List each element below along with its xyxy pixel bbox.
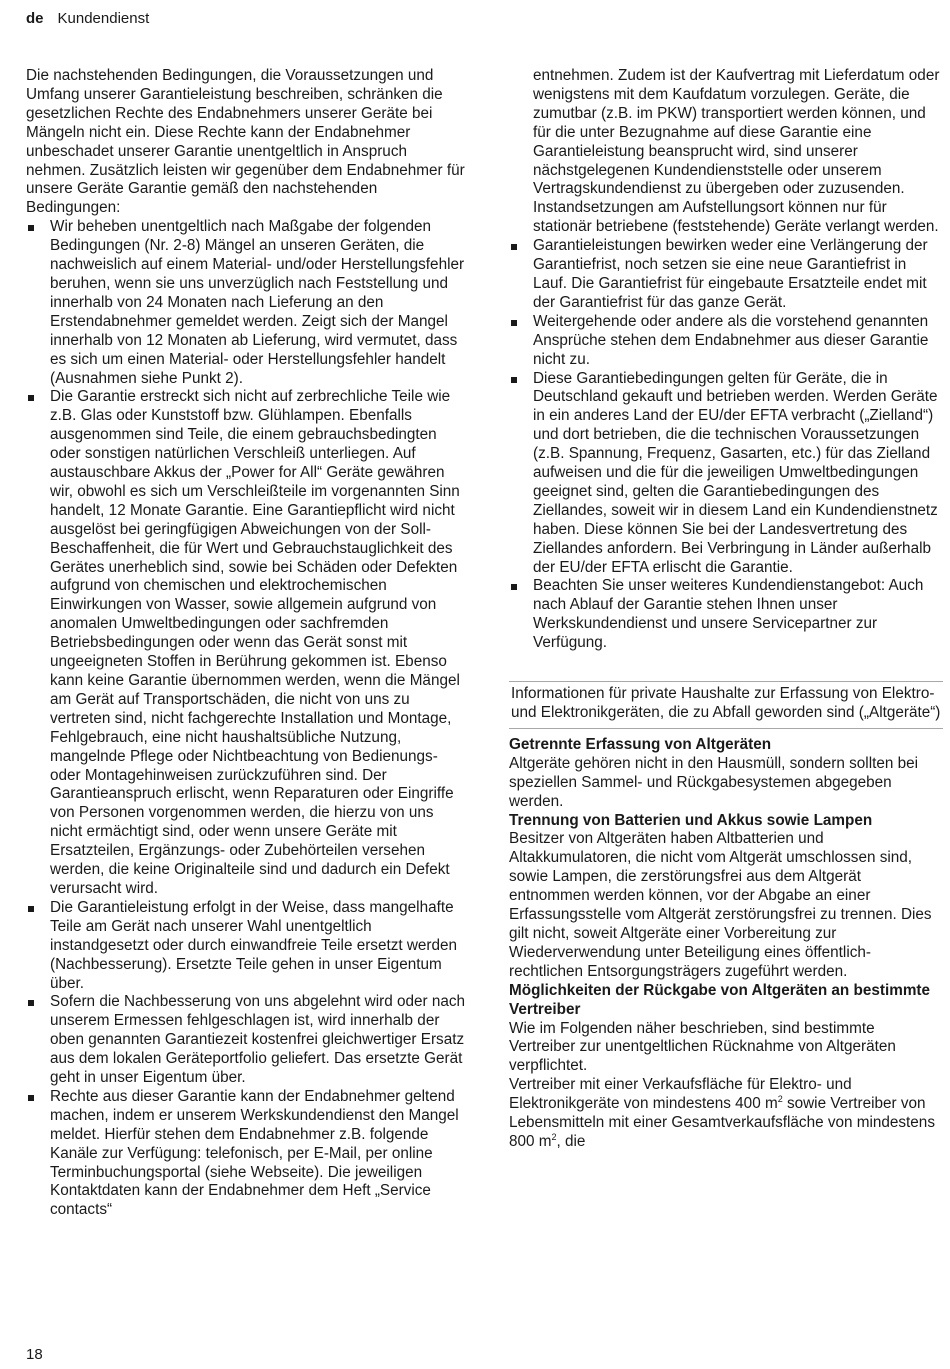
section-heading-return-options: Möglichkeiten der Rückgabe von Altgeräten an bestimmte Vertreiber: [509, 981, 931, 1018]
list-item: Sofern die Nachbesserung von uns abgelehnt wird oder nach unserem Ermessen fehlgeschlagen ist, wird innerhalb der oben genannten Garantiezeit kostenfrei gleichwertiger Ersatz aus dem lokalen Geräteportfolio geliefert. Das ersetzte Gerät geht in unser Eigentum über.: [26, 993, 470, 1088]
bullet-square-icon: [28, 225, 34, 231]
bullet-square-icon: [28, 395, 34, 401]
intro-paragraph: Die nachstehenden Bedingungen, die Voraussetzungen und Umfang unserer Garantieleistung beschreiben, schränken die gesetzlichen Rechte des Endabnehmers unserer Geräte bei Mängeln nicht ein. Diese Rechte kann der Endabnehmer unbeschadet unserer Garantie unentgeltlich in Anspruch nehmen. Zusätzlich leisten wir gegenüber dem Endabnehmer für unsere Geräte Garantie gemäß den nachstehenden Bedingungen:: [26, 67, 465, 217]
page-number: 18: [26, 1346, 43, 1363]
bullet-square-icon: [511, 377, 517, 383]
section-heading-separate-collection: Getrennte Erfassung von Altgeräten: [509, 735, 772, 753]
list-item: Rechte aus dieser Garantie kann der Endabnehmer geltend machen, indem er unserem Werkskundendienst den Mangel meldet. Hierfür stehen dem Endabnehmer z.B. folgende Kanäle zur Verfügung: telefonisch, per E-Mail, per online Terminbuchungsportal (siehe Webseite). Die jeweiligen Kontaktdaten kann der Endabnehmer dem Heft „Service contacts“: [26, 1088, 470, 1220]
list-item: Die Garantieleistung erfolgt in der Weise, dass mangelhafte Teile am Gerät nach unserer Wahl unentgeltlich instandgesetzt oder durch einwandfreie Teile ersetzt werden (Nachbesserung). Ersetzte Teile gehen in unser Eigentum über.: [26, 899, 470, 994]
section-text-separate-collection: Altgeräte gehören nicht in den Hausmüll, sondern sollten bei speziellen Sammel- und Rückgabesystemen abgegeben werden.: [509, 754, 919, 810]
warranty-conditions-list: [26, 218, 470, 1220]
list-item: Wir beheben unentgeltlich nach Maßgabe der folgenden Bedingungen (Nr. 2-8) Mängel an unseren Geräten, die nachweislich auf einem Material- und/oder Herstellungsfehler beruhen, wenn sie uns unverzüglich nach Feststellung und innerhalb von 24 Monaten nach Lieferung an den Erstendabnehmer gemeldet werden. Zeigt sich der Mangel innerhalb von 12 Monaten ab Lieferung, wird vermutet, dass es sich um einen Material- oder Herstellungsfehler handelt (Ausnahmen siehe Punkt 2).: [26, 218, 470, 388]
bullet-square-icon: [511, 320, 517, 326]
language-code: de: [26, 10, 44, 27]
bullet-square-icon: [28, 1000, 34, 1006]
superscript-2: 2: [777, 1094, 783, 1105]
list-item: Beachten Sie unser weiteres Kundendienstangebot: Auch nach Ablauf der Garantie stehen Ihnen unser Werkskundendienst und unsere Servicepartner zur Verfügung.: [509, 577, 943, 653]
list-item: Weitergehende oder andere als die vorstehend genannten Ansprüche stehen dem Endabnehmer aus dieser Garantie nicht zu.: [509, 313, 943, 370]
section-name: Kundendienst: [57, 10, 150, 27]
bullet-square-icon: [28, 1095, 34, 1101]
right-column: [509, 67, 943, 1152]
page-header: [26, 10, 149, 28]
list-item: Die Garantie erstreckt sich nicht auf zerbrechliche Teile wie z.B. Glas oder Kunststoff bzw. Glühlampen. Ebenfalls ausgenommen sind Teile, die einem gebrauchsbedingten oder sonstigen natürlichen Verschleiß unterliegen. Auf austauschbare Akkus der „Power for All“ Geräte gewähren wir, obwohl es sich um Verschleißteile im vorgenannten Sinn handelt, 12 Monate Garantie. Eine Garantiepflicht wird nicht ausgelöst bei geringfügigen Abweichungen von der Soll-Beschaffenheit, die für Wert und Gebrauchstauglichkeit des Gerätes unerheblich sind, sowie bei Schäden oder Defekten aufgrund von chemischen und elektrochemischen Einwirkungen von Wasser, sowie allgemein aufgrund von anomalen Umweltbedingungen oder sachfremden Betriebsbedingungen oder wenn das Gerät sonst mit ungeeigneten Stoffen in Berührung gekommen ist. Ebenso kann keine Garantie übernommen werden, wenn die Mängel am Gerät auf Transportschäden, die nicht von uns zu vertreten sind, nicht fachgerechte Installation und Montage, Fehlgebrauch, eine nicht haushaltsübliche Nutzung, mangelnde Pflege oder Nichtbeachtung von Bedienungs- oder Montagehinweisen zurückzuführen sind. Der Garantieanspruch erlischt, wenn Reparaturen oder Eingriffe von Personen vorgenommen werden, die hierzu von uns nicht ermächtigt sind, oder wenn unsere Geräte mit Ersatzteilen, Ergänzungs- oder Zubehörteilen versehen werden, die keine Originalteile sind und dadurch ein Defekt verursacht wird.: [26, 388, 470, 898]
warranty-conditions-list-continued: [509, 237, 943, 653]
left-column: [26, 67, 470, 1220]
waste-info-box: Informationen für private Haushalte zur Erfassung von Elektro- und Elektronikgeräten, die zu Abfall geworden sind („Altgeräte“): [509, 681, 943, 729]
section-text-retailers: Vertreiber mit einer Verkaufsfläche für Elektro- und Elektronikgeräte von mindestens 400 $m^2$ sowie Vertreiber von Lebensmitteln mit einer Gesamtverkaufsfläche von mindestens 800 $m^2$, die: [509, 1076, 935, 1150]
continuation-paragraph: entnehmen. Zudem ist der Kaufvertrag mit Lieferdatum oder wenigstens mit dem Kaufdatum vorzulegen. Geräte, die zumutbar (z.B. im PKW) transportiert werden können, und für die unter Bezugnahme auf diese Garantie eine Garantieleistung beansprucht wird, sind unserer nächstgelegenen Kundendienststelle oder unserem Vertragskundendienst zu übergeben oder zuzusenden. Instandsetzungen am Aufstellungsort können nur für stationär betriebene (feststehende) Geräte verlangt werden.: [533, 67, 940, 236]
list-item: Diese Garantiebedingungen gelten für Geräte, die in Deutschland gekauft und betrieben werden. Werden Geräte in ein anderes Land der EU/der EFTA verbracht („Zielland“) und dort betrieben, die die technischen Voraussetzungen (z.B. Spannung, Frequenz, Gasarten, etc.) für das Zielland aufweisen und die für die jeweiligen Umweltbedingungen geeignet sind, gelten die Garantiebedingungen des Ziellandes, soweit wir in diesem Land ein Kundendienstnetz haben. Diese können Sie bei der Landesvertretung des Ziellandes anfordern. Bei Verbringung in Länder außerhalb der EU/der EFTA erlischt die Garantie.: [509, 370, 943, 578]
list-item: Garantieleistungen bewirken weder eine Verlängerung der Garantiefrist, noch setzen sie eine neue Garantiefrist in Lauf. Die Garantiefrist für eingebaute Ersatzteile endet mit der Garantiefrist für das ganze Gerät.: [509, 237, 943, 313]
section-text-return-options: Wie im Folgenden näher beschrieben, sind bestimmte Vertreiber zur unentgeltlichen Rücknahme von Altgeräten verpflichtet.: [509, 1019, 896, 1075]
bullet-square-icon: [28, 906, 34, 912]
superscript-2: 2: [551, 1131, 557, 1142]
section-heading-battery-separation: Trennung von Batterien und Akkus sowie Lampen: [509, 811, 873, 829]
bullet-square-icon: [511, 584, 517, 590]
section-text-battery-separation: Besitzer von Altgeräten haben Altbatterien und Altakkumulatoren, die nicht vom Altgerät umschlossen sind, sowie Lampen, die zerstörungsfrei aus dem Altgerät entnommen werden können, vor der Abgabe an einer Erfassungsstelle vom Altgerät zerstörungsfrei zu trennen. Dies gilt nicht, soweit Altgeräte einer Vorbereitung zur Wiederverwendung unter Beteiligung eines öffentlich-rechtlichen Entsorgungsträgers zugeführt werden.: [509, 830, 932, 980]
bullet-square-icon: [511, 244, 517, 250]
